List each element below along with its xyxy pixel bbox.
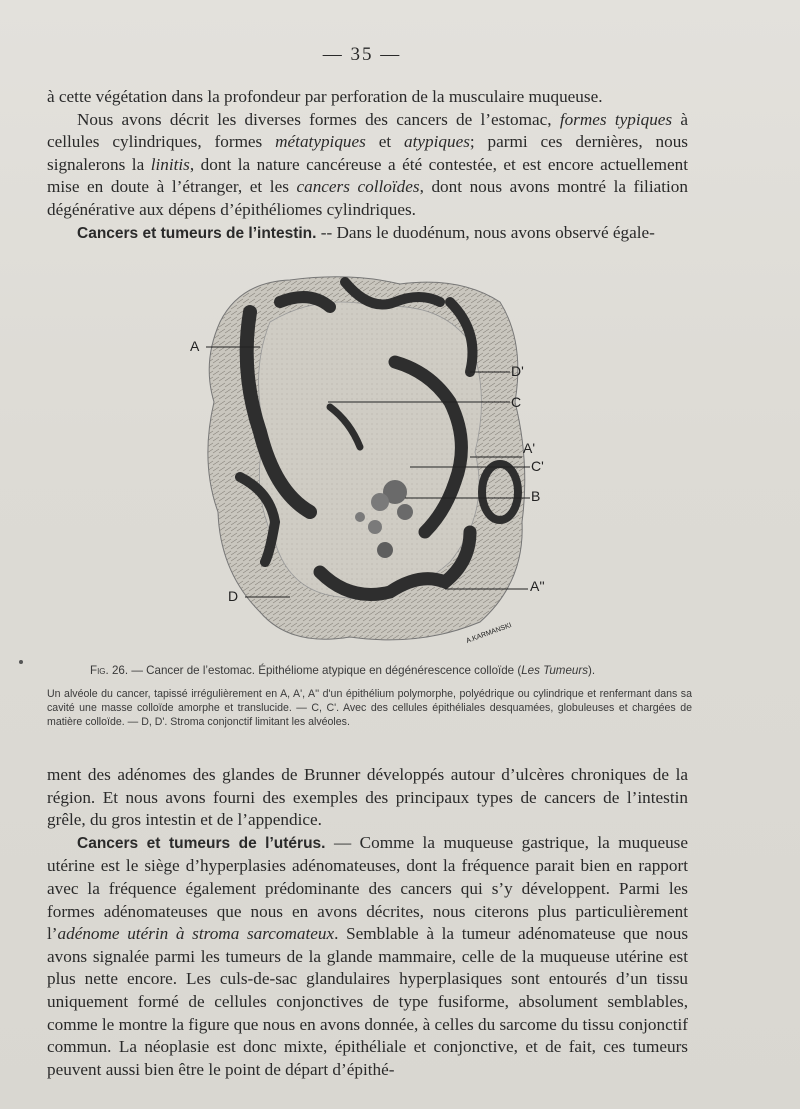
figure-label-d-prime: D' — [511, 363, 524, 379]
bottom-text-block — [47, 764, 688, 1081]
text-run: , dont nous avons montré la filiation dégénérative aux dépens d’épithéliomes cylindriques. — [47, 177, 688, 219]
text-run: , dont la nature cancéreuse a été contestée, et est encore actuellement mise en doute à l’étranger, et les — [47, 154, 688, 197]
italic-term: formes typiques — [559, 109, 673, 129]
figure-label-a-prime: A' — [523, 440, 536, 456]
italic-term: métatypiques — [275, 132, 366, 152]
italic-term: linitis — [150, 154, 190, 174]
italic-term: cancers colloïdes — [296, 177, 420, 197]
text-run: ; parmi ces dernières, nous signalerons la — [47, 132, 688, 174]
section-heading-inline: Cancers et tumeurs de l’intestin. — [77, 224, 317, 242]
figure-caption-body: Un alvéole du cancer, tapissé irrégulièrement en A, A', A'' d'un épithélium polymorphe, polyédrique ou cylindrique et renfermant dans sa cavité une masse colloïde amorphe et translucide. — C, C'. Avec des cellules épithéliales desquamées, globuleuses et chargées de matière colloïde. — D, D'. Stroma conjonctif limitant les alvéoles. — [47, 688, 692, 728]
text-run: . Semblable à la tumeur adénomateuse que nous avons signalée parmi les tumeurs de la glande mammaire, celle de la muqueuse utérine est plus nette encore. Les culs-de-sac glandulaires hyperplasiques sont entourés d’un tissu uniquement formé de cellules conjonctives de type fusiforme, absolument semblables, comme le montre la figure que nous en avons donnée, à celles du sarcome du tissu conjonctif commun. La néoplasie est donc mixte, épithéliale et conjonctive, et de fait, ces tumeurs peuvent aussi bien être le point de départ d’épithé- — [47, 924, 689, 1079]
caption-italic: Les Tumeurs — [521, 664, 589, 677]
figure-label-a: A — [190, 338, 200, 354]
figure-caption-title — [90, 664, 650, 677]
paragraph-stomach-cancers — [47, 109, 688, 222]
text-run: — Comme la muqueuse gastrique, la muqueuse utérine est le siège d’hyperplasies adénomateuses, dont la fréquence parait bien en rapport avec la fréquence également prédominante des cancers qui s’y développent. Parmi les formes adénomateuses que nous en avons décrites, nous citerons plus particulièrement l’ — [47, 832, 688, 944]
text-run: Nous avons décrit les diverses formes des cancers de l’estomac, — [77, 109, 560, 129]
text-run: à cellules cylindriques, formes — [47, 109, 688, 152]
italic-term: atypiques — [404, 132, 470, 152]
text-run: -- Dans le duodénum, nous avons observé égale- — [316, 222, 655, 242]
caption-text: — Cancer de l’estomac. Épithéliome atypique en dégénérescence colloïde ( — [128, 664, 522, 677]
figure-label-c: C — [511, 394, 522, 410]
paragraph-brunner: ment des adénomes des glandes de Brunner développés autour d’ulcères chroniques de la région. Et nous avons fourni des exemples des principaux types de cancers de l’intestin grêle, du gros intestin et de l’appendice. — [47, 765, 688, 830]
paragraph-uterus — [47, 832, 688, 1082]
paragraph-continuation: à cette végétation dans la profondeur par perforation de la musculaire muqueuse. — [47, 87, 603, 106]
top-text-block — [47, 86, 688, 245]
section-heading-inline: Cancers et tumeurs de l’utérus. — [77, 834, 326, 852]
caption-text: ). — [588, 664, 596, 677]
page-number: — 35 — — [322, 44, 402, 65]
artist-signature: A.KARMANSKI — [465, 622, 513, 645]
italic-term: adénome utérin à stroma sarcomateux — [57, 924, 335, 944]
figure-label-d: D — [228, 588, 239, 604]
figure-label-c-prime: C' — [531, 458, 544, 474]
figure-label-b: B — [531, 488, 541, 504]
margin-mark — [19, 660, 23, 664]
text-run: et — [365, 132, 405, 152]
paragraph-intestine — [47, 222, 688, 246]
figure-number: Fig. 26. — [90, 664, 129, 677]
figure-26-illustration — [180, 262, 560, 662]
figure-label-a-second: A'' — [530, 578, 545, 594]
